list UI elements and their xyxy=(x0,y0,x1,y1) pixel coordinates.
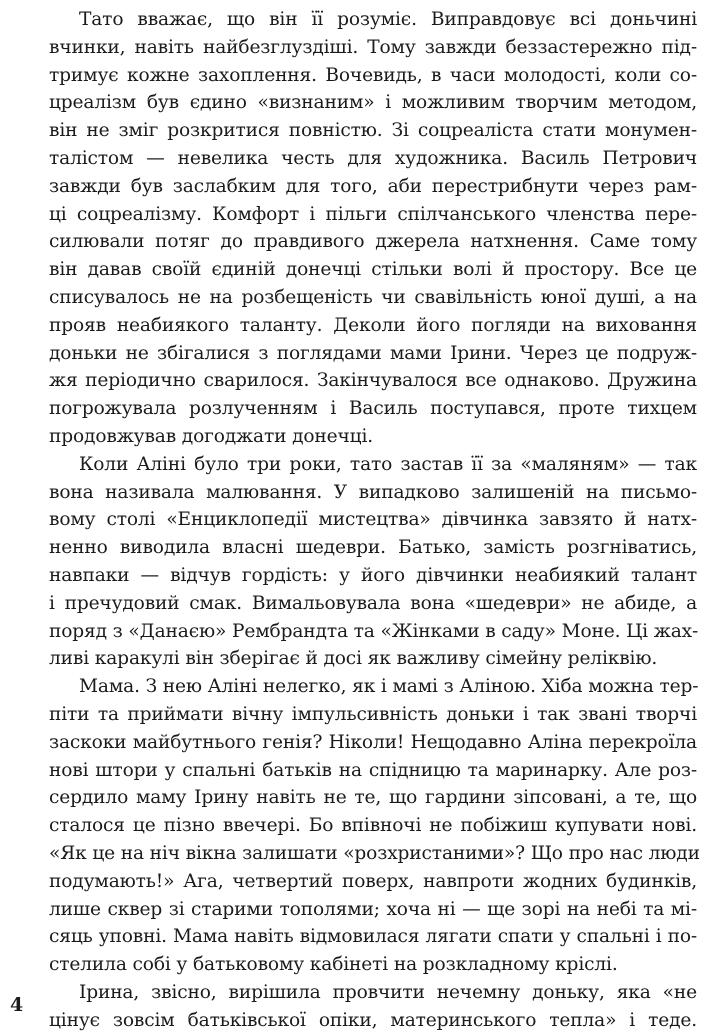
text-line: поряд з «Данаєю» Рембрандта та «Жінками в саду» Моне. Ці жах- xyxy=(49,620,699,642)
text-line: він давав своїй єдиній донечці стільки волі й простору. Все це xyxy=(49,259,697,281)
paragraph-1 xyxy=(19,6,697,451)
text-line: цреалізм був єдино «визнаним» і можливим творчим методом, xyxy=(49,92,697,114)
text-line: сяць уповні. Мама навіть відмовилася лягати спати у спальні і по- xyxy=(49,926,697,948)
text-line: жя періодично сварилося. Закінчувалося все однаково. Дружина xyxy=(49,370,697,392)
text-line: вчинки, навіть найбезглуздіші. Тому завжди беззастережно під- xyxy=(49,36,697,58)
text-line: талістом — невелика честь для художника. Василь Петрович xyxy=(49,147,697,169)
text-line: силювали потяг до правдивого джерела натхнення. Саме тому xyxy=(49,231,697,253)
text-line: ливі каракулі він зберігає й досі як важливу сімейну реліквію. xyxy=(49,648,658,670)
text-line: Мама. З нею Аліні нелегко, як і мамі з Аліною. Хіба можна тер- xyxy=(79,676,699,698)
text-line: Ірина, звісно, вирішила провчити нечемну доньку, яка «не xyxy=(79,981,697,1003)
text-line: сердило маму Ірину навіть не те, що гардини зіпсовані, а те, що xyxy=(49,787,697,809)
text-line: лише сквер зі старими тополями; хоча ні — ще зорі на небі та мі- xyxy=(49,898,697,920)
text-line: ненно виводила власні шедеври. Батько, замість розгніватись, xyxy=(49,537,697,559)
text-line: навпаки — відчув гордість: у його дівчинки неабиякий талант xyxy=(49,564,697,586)
text-line: піти та приймати вічну імпульсивність доньки і так звані творчі xyxy=(49,703,697,725)
text-line: вона називала малювання. У випадково залишеній на письмо- xyxy=(49,481,697,503)
text-line: продовжував догоджати донечці. xyxy=(49,425,374,447)
text-line: сталося це пізно ввечері. Бо впівночі не побіжиш купувати нові. xyxy=(49,815,697,837)
text-line: Тато вважає, що він її розуміє. Виправдовує всі доньчині xyxy=(79,9,697,30)
page-number: 4 xyxy=(10,994,24,1016)
text-line: заскоки майбутнього генія? Ніколи! Нещодавно Аліна перекроїла xyxy=(49,731,697,753)
text-line: прояв неабиякого таланту. Деколи його погляди на виховання xyxy=(49,314,697,336)
text-line: цінує зовсім батьківської опіки, материнського тепла» і теде. xyxy=(49,1009,697,1031)
text-line: списувалось не на розбещеність чи свавільність юної душі, а на xyxy=(49,286,697,308)
text-line: нові штори у спальні батьків на спідницю та маринарку. Але роз- xyxy=(49,759,697,781)
text-line: стелила собі у батьковому кабінеті на розкладному кріслі. xyxy=(49,954,618,976)
text-line: вому столі «Енциклопедії мистецтва» дівчинка завзято й натх- xyxy=(49,509,697,531)
text-line: завжди був заслабким для того, аби перестрибнути через рам- xyxy=(49,175,697,197)
text-line: і пречудовий смак. Вимальовувала вона «шедеври» не абиде, а xyxy=(49,592,697,614)
paragraph-3 xyxy=(19,673,700,979)
text-line: він не зміг розкритися повністю. Зі соцреаліста стати монумен- xyxy=(49,120,697,142)
page-text xyxy=(19,6,700,1034)
text-line: ці соцреалізму. Комфорт і пільги спілчанського членства пере- xyxy=(49,203,697,225)
text-line: погрожувала розлученням і Василь поступався, проте тихцем xyxy=(49,398,697,420)
text-line: «Як це на ніч вікна залишати «розхристаними»? Що про нас люди xyxy=(49,842,700,864)
text-line: тримує кожне захоплення. Вочевидь, в часи молодості, коли со- xyxy=(49,64,697,86)
text-line: Коли Аліні було три роки, тато застав її за «маляням» — так xyxy=(79,453,697,475)
paragraph-2 xyxy=(19,451,697,673)
text-line: доньки не збігалися з поглядами мами Ірини. Через це подруж- xyxy=(49,342,697,364)
paragraph-4 xyxy=(19,979,697,1034)
text-line: подумають!» Ага, четвертий поверх, навпроти жодних будинків, xyxy=(49,870,697,892)
